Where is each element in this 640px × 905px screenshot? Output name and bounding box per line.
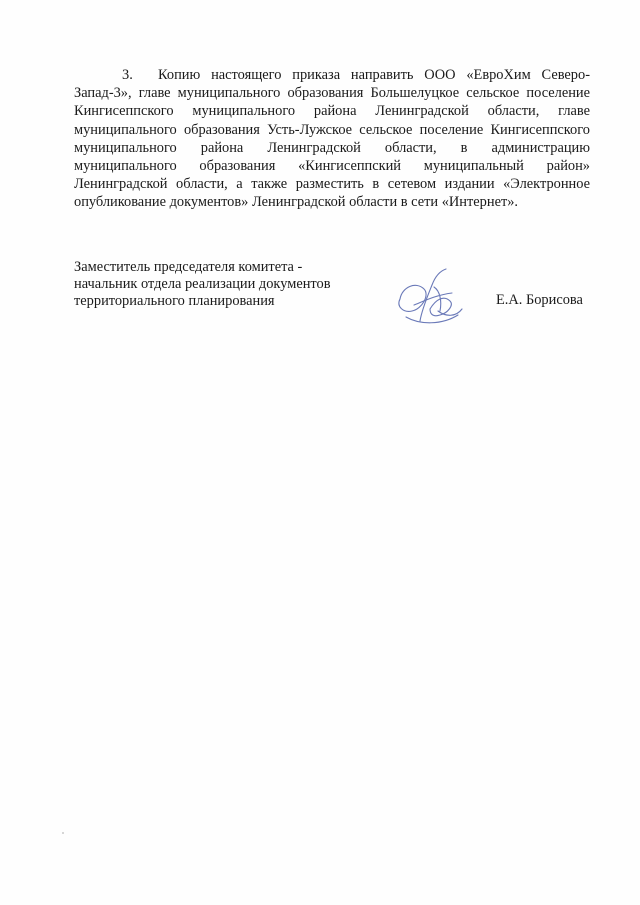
position-line-3: территориального планирования bbox=[74, 293, 275, 309]
paragraph-number: 3. bbox=[122, 67, 133, 83]
signer-name: Е.А. Борисова bbox=[496, 292, 583, 308]
paragraph-text: Копию настоящего приказа направить ООО «ЕвроХим Северо-Запад-3», главе муниципального образования Большелуцкое сельское поселение Кингисеппского муниципального района Ленинградской области, главе муниципального образования Усть-Лужское сельское поселение Кингисеппского муниципального района Ленинградской области, в администрацию муниципального образования «Кингисеппский муниципальный район» Ленинградской области, а также разместить в сетевом издании «Электронное опубликование документов» Ленинградской области в сети «Интернет». bbox=[74, 67, 590, 211]
position-line-2: начальник отдела реализации документов bbox=[74, 276, 331, 292]
position-line-1: Заместитель председателя комитета - bbox=[74, 259, 303, 275]
scan-speck bbox=[62, 832, 64, 834]
handwritten-signature bbox=[390, 265, 468, 335]
signatory-position bbox=[74, 259, 374, 310]
paragraph-3 bbox=[74, 66, 590, 212]
